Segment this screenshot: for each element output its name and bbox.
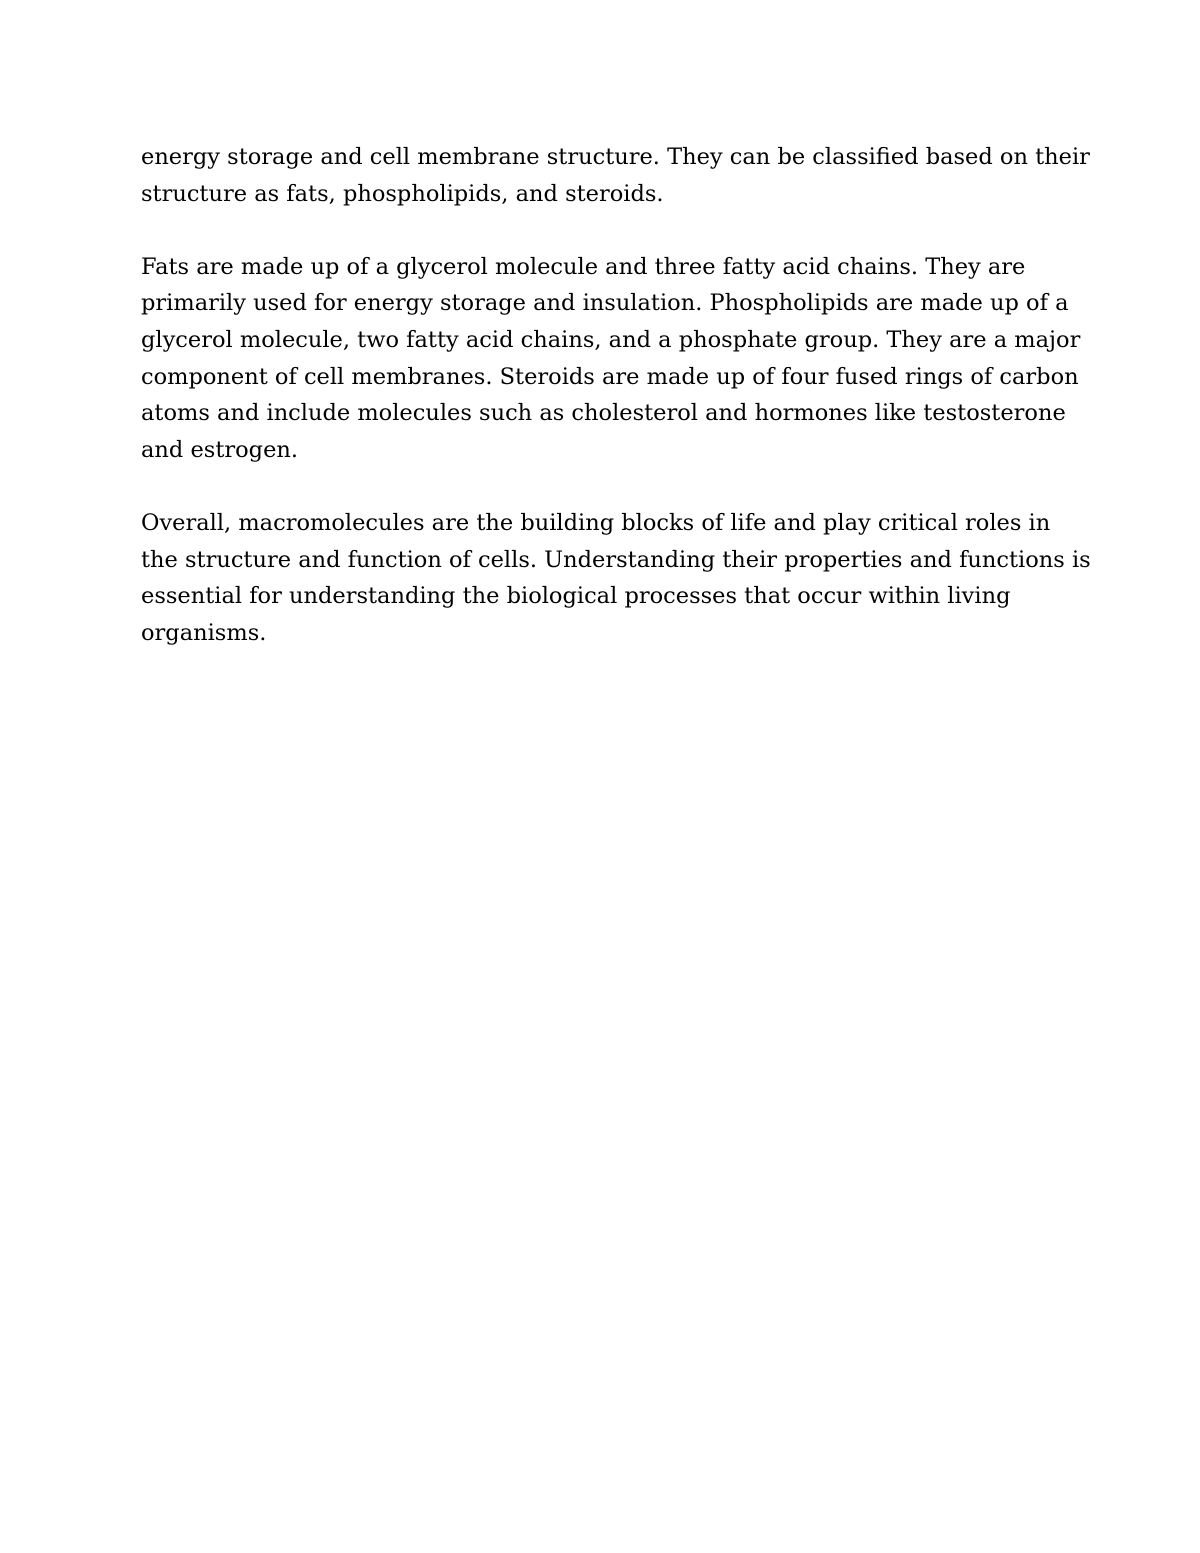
text-line: structure as fats, phospholipids, and steroids. — [141, 180, 664, 207]
text-line: organisms. — [141, 619, 267, 646]
text-line: the structure and function of cells. Understanding their properties and functions is — [141, 546, 1091, 573]
text-line: and estrogen. — [141, 436, 299, 463]
text-line: energy storage and cell membrane structure. They can be classified based on their — [141, 144, 1090, 170]
paragraph-lipid-types — [141, 249, 1081, 469]
text-line: atoms and include molecules such as cholesterol and hormones like testosterone — [141, 400, 1066, 427]
paragraph-conclusion — [141, 505, 1091, 651]
text-line: Fats are made up of a glycerol molecule and three fatty acid chains. They are — [141, 253, 1026, 280]
paragraph-lipid-intro — [141, 139, 1090, 212]
text-line: glycerol molecule, two fatty acid chains, and a phosphate group. They are a major — [141, 326, 1081, 353]
text-line: primarily used for energy storage and insulation. Phospholipids are made up of a — [141, 290, 1069, 317]
document-body — [141, 139, 1091, 651]
text-line: component of cell membranes. Steroids are made up of four fused rings of carbon — [141, 363, 1079, 390]
text-line: Overall, macromolecules are the building blocks of life and play critical roles in — [141, 509, 1051, 536]
text-line: essential for understanding the biological processes that occur within living — [141, 583, 1011, 610]
